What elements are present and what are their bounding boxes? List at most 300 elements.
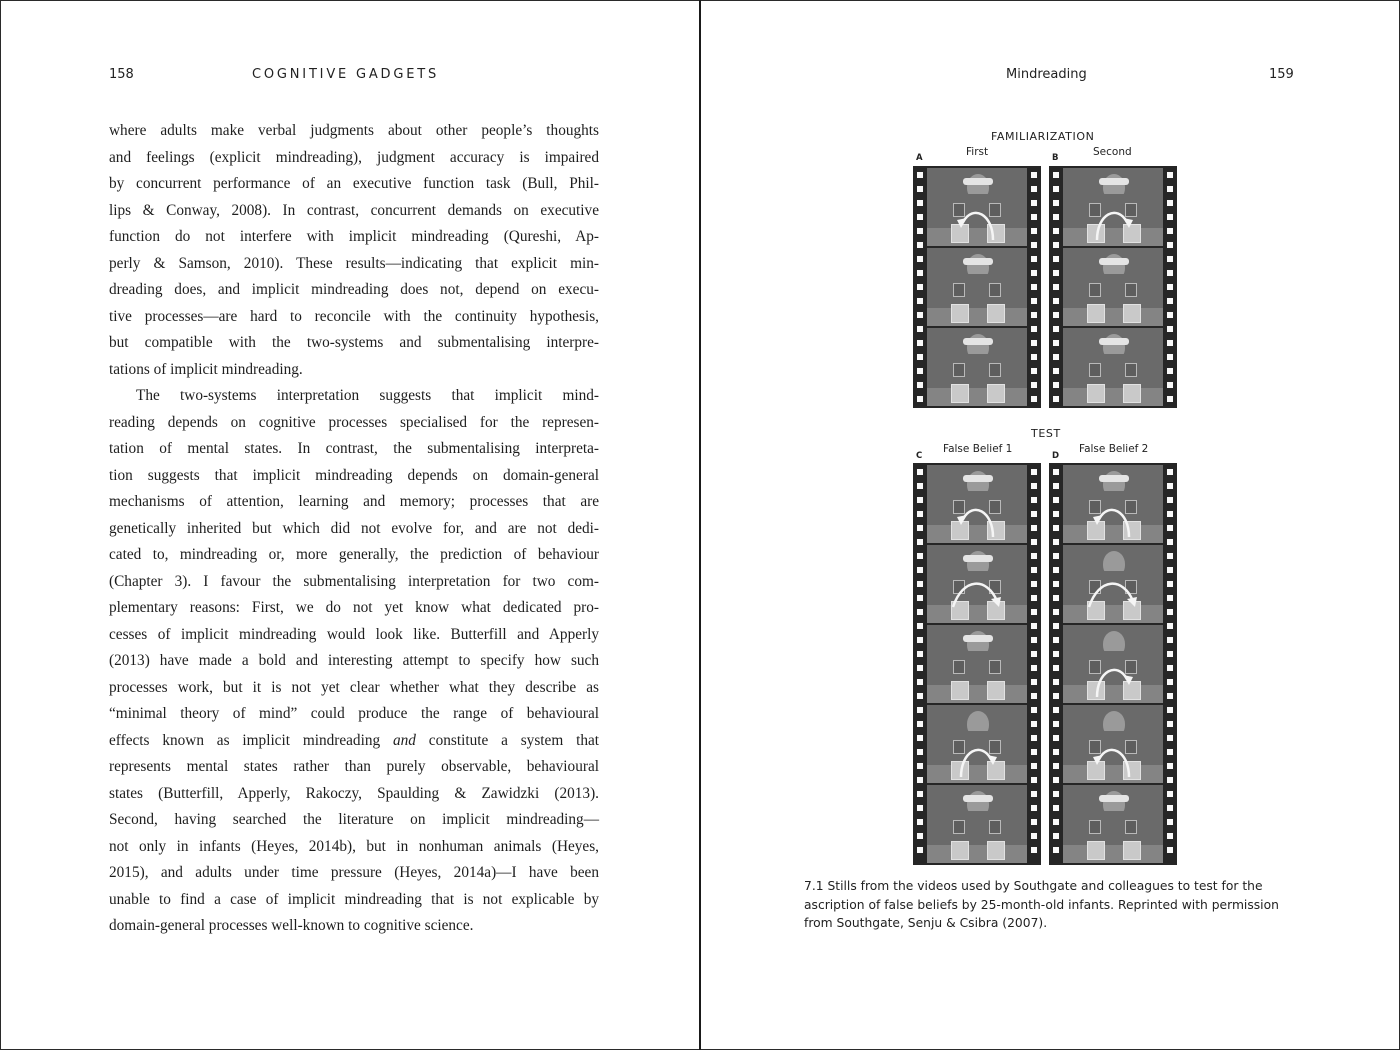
window-door <box>1125 283 1137 297</box>
sprocket-hole <box>917 735 923 741</box>
window-door <box>989 820 1001 834</box>
sprocket-hole <box>1031 469 1037 475</box>
sprocket-hole <box>1053 214 1059 220</box>
sprocket-hole <box>1167 581 1173 587</box>
visor <box>1099 475 1129 482</box>
text-line: tion suggests that implicit mindreading depends on domain-general <box>109 466 599 484</box>
sprocket-hole <box>1167 368 1173 374</box>
sprocket-hole <box>1053 340 1059 346</box>
sprocket-hole <box>1053 242 1059 248</box>
frame-wall <box>927 651 1027 685</box>
sprocket-hole <box>1053 763 1059 769</box>
sprocket-hole <box>1031 511 1037 517</box>
sprocket-hole <box>1053 693 1059 699</box>
sprocket-hole <box>1167 312 1173 318</box>
sprocket-hole <box>1053 847 1059 853</box>
sprocket-hole <box>1031 567 1037 573</box>
film-frame <box>1063 354 1163 406</box>
window-door <box>989 660 1001 674</box>
sprocket-hole <box>917 340 923 346</box>
text-line: (Chapter 3). I favour the submentalising interpretation for two com- <box>109 572 599 590</box>
film-frame <box>1063 811 1163 863</box>
text-line: tive processes—are hard to reconcile with the continuity hypothesis, <box>109 307 599 325</box>
sprocket-hole <box>917 721 923 727</box>
sprocket-hole <box>1167 595 1173 601</box>
sprocket-hole <box>1053 228 1059 234</box>
sprocket-hole <box>1031 483 1037 489</box>
visor <box>963 338 993 345</box>
frame-wall <box>927 354 1027 388</box>
sprocket-hole <box>1053 581 1059 587</box>
text-line: domain-general processes well-known to cognitive science. <box>109 917 474 934</box>
film-frame <box>927 651 1027 703</box>
sprocket-hole <box>917 214 923 220</box>
sprocket-hole <box>1031 382 1037 388</box>
sprocket-hole <box>917 228 923 234</box>
box <box>951 304 969 323</box>
sprocket-hole <box>1167 228 1173 234</box>
sprocket-hole <box>1167 833 1173 839</box>
test-heading: TEST <box>1031 427 1061 440</box>
emphasis-text: and <box>392 731 416 749</box>
sprocket-hole <box>1053 595 1059 601</box>
text-segment: constitute a system that <box>415 731 600 749</box>
text-line: cesses of implicit mindreading would look like. Butterfill and Apperly <box>109 625 599 643</box>
sprocket-hole <box>917 483 923 489</box>
text-line: but compatible with the two-systems and submentalising interpre- <box>109 334 599 351</box>
sprocket-hole <box>1167 819 1173 825</box>
caption-line: from Southgate, Senju & Csibra (2007). <box>804 916 1048 930</box>
sprocket-hole <box>1053 805 1059 811</box>
text-line: perly & Samson, 2010). These results—indicating that explicit min- <box>109 254 599 272</box>
motion-arrow-icon <box>1063 731 1163 783</box>
sprocket-hole <box>1167 469 1173 475</box>
panel-label-false-belief-1: False Belief 1 <box>943 443 1013 455</box>
sprocket-hole <box>1053 326 1059 332</box>
sprocket-hole <box>1167 721 1173 727</box>
window-door <box>953 363 965 377</box>
sprocket-hole <box>1167 567 1173 573</box>
sprocket-hole <box>917 581 923 587</box>
box <box>951 384 969 403</box>
frame-wall <box>927 274 1027 308</box>
sprocket-hole <box>917 693 923 699</box>
sprocket-hole <box>1167 326 1173 332</box>
text-line: reading depends on cognitive processes specialised for the represen- <box>109 413 599 431</box>
sprocket-hole <box>1167 186 1173 192</box>
sprocket-hole <box>917 637 923 643</box>
sprocket-hole <box>1167 791 1173 797</box>
sprocket-hole <box>1167 214 1173 220</box>
frame-table <box>1063 845 1163 863</box>
film-strip-b <box>1049 166 1177 408</box>
panel-letter-c: C <box>916 451 923 461</box>
sprocket-hole <box>1031 256 1037 262</box>
film-frame <box>927 571 1027 623</box>
sprocket-hole <box>1167 623 1173 629</box>
visor <box>963 795 993 802</box>
sprocket-hole <box>1167 693 1173 699</box>
sprocket-hole <box>917 270 923 276</box>
sprocket-hole <box>1031 172 1037 178</box>
sprocket-hole <box>1031 777 1037 783</box>
film-frame <box>927 194 1027 246</box>
sprocket-hole <box>1031 721 1037 727</box>
sprocket-hole <box>1031 284 1037 290</box>
sprocket-hole <box>1031 679 1037 685</box>
page-number-left: 158 <box>109 67 134 82</box>
running-head-right: Mindreading <box>1006 67 1087 82</box>
sprocket-hole <box>1167 539 1173 545</box>
text-line: 2015), and adults under time pressure (Heyes, 2014a)—I have been <box>109 864 599 881</box>
text-line: and feelings (explicit mindreading), judgment accuracy is impaired <box>109 148 599 166</box>
sprocket-hole <box>1167 172 1173 178</box>
sprocket-hole <box>1167 200 1173 206</box>
sprocket-hole <box>1053 284 1059 290</box>
sprocket-hole <box>1031 298 1037 304</box>
sprocket-hole <box>1053 721 1059 727</box>
sprocket-hole <box>1167 553 1173 559</box>
frame-wall <box>927 811 1027 845</box>
sprocket-hole <box>1053 609 1059 615</box>
sprocket-hole <box>1053 651 1059 657</box>
sprocket-hole <box>1167 665 1173 671</box>
sprocket-hole <box>917 763 923 769</box>
sprocket-hole <box>1031 595 1037 601</box>
sprocket-hole <box>917 805 923 811</box>
film-frame <box>927 274 1027 326</box>
sprocket-hole <box>917 707 923 713</box>
sprocket-hole <box>1167 707 1173 713</box>
visor <box>1099 258 1129 265</box>
sprocket-hole <box>1053 525 1059 531</box>
sprocket-hole <box>1031 623 1037 629</box>
sprocket-hole <box>917 511 923 517</box>
sprocket-hole <box>1031 637 1037 643</box>
box <box>987 384 1005 403</box>
text-line: genetically inherited but which did not evolve for, and are not dedi- <box>109 519 599 537</box>
sprocket-hole <box>1031 791 1037 797</box>
text-line: plementary reasons: First, we do not yet know what dedicated pro- <box>109 599 599 616</box>
caption-line: 7.1 Stills from the videos used by Southgate and colleagues to test for the <box>804 879 1263 893</box>
window-door <box>1125 363 1137 377</box>
film-frame <box>1063 194 1163 246</box>
sprocket-hole <box>1053 172 1059 178</box>
text-line: by concurrent performance of an executive function task (Bull, Phil- <box>109 175 599 192</box>
sprocket-hole <box>1053 679 1059 685</box>
page-number-right: 159 <box>1269 67 1294 82</box>
sprocket-hole <box>1053 298 1059 304</box>
sprocket-hole <box>1053 200 1059 206</box>
sprocket-hole <box>917 539 923 545</box>
sprocket-hole <box>917 819 923 825</box>
sprocket-hole <box>917 749 923 755</box>
sprocket-hole <box>1167 735 1173 741</box>
sprocket-hole <box>917 679 923 685</box>
sprocket-hole <box>1053 735 1059 741</box>
box <box>1087 304 1105 323</box>
visor <box>963 635 993 642</box>
sprocket-hole <box>1167 270 1173 276</box>
sprocket-hole <box>1167 298 1173 304</box>
frame-table <box>1063 388 1163 406</box>
text-line: tation of mental states. In contrast, the submentalising interpreta- <box>109 440 599 457</box>
motion-arrow-icon <box>1063 651 1163 703</box>
sprocket-hole <box>917 553 923 559</box>
sprocket-hole <box>1031 354 1037 360</box>
sprocket-hole <box>1167 497 1173 503</box>
sprocket-hole <box>917 497 923 503</box>
sprocket-hole <box>1031 186 1037 192</box>
window-door <box>989 363 1001 377</box>
sprocket-hole <box>917 368 923 374</box>
box <box>987 681 1005 700</box>
sprocket-hole <box>1031 693 1037 699</box>
text-line: states (Butterfill, Apperly, Rakoczy, Spaulding & Zawidzki (2013). <box>109 784 599 802</box>
film-frame <box>927 491 1027 543</box>
sprocket-hole <box>1167 679 1173 685</box>
sprocket-hole <box>1167 805 1173 811</box>
film-frame <box>927 811 1027 863</box>
sprocket-hole <box>1053 396 1059 402</box>
sprocket-hole <box>1031 665 1037 671</box>
sprocket-hole <box>1031 805 1037 811</box>
sprocket-hole <box>1053 186 1059 192</box>
sprocket-hole <box>1031 228 1037 234</box>
sprocket-hole <box>1167 284 1173 290</box>
motion-arrow-icon <box>927 491 1027 543</box>
sprocket-hole <box>917 242 923 248</box>
text-line <box>109 728 599 755</box>
sprocket-hole <box>917 833 923 839</box>
visor <box>963 258 993 265</box>
box <box>1123 841 1141 860</box>
window-door <box>1089 283 1101 297</box>
sprocket-hole <box>1031 847 1037 853</box>
sprocket-hole <box>1031 609 1037 615</box>
sprocket-hole <box>917 595 923 601</box>
text-line: mechanisms of attention, learning and memory; processes that are <box>109 493 599 510</box>
window-door <box>953 283 965 297</box>
sprocket-hole <box>917 777 923 783</box>
text-line: processes work, but it is not yet clear whether what they describe as <box>109 678 599 696</box>
visor <box>1099 178 1129 185</box>
sprocket-hole <box>1031 763 1037 769</box>
film-strip-d <box>1049 463 1177 865</box>
box <box>1123 384 1141 403</box>
sprocket-hole <box>1031 749 1037 755</box>
running-head-left: COGNITIVE GADGETS <box>252 67 440 82</box>
sprocket-hole <box>917 623 923 629</box>
sprocket-hole <box>1167 651 1173 657</box>
sprocket-hole <box>1031 497 1037 503</box>
sprocket-hole <box>1167 609 1173 615</box>
sprocket-hole <box>917 847 923 853</box>
figure-7-1 <box>905 128 1195 868</box>
motion-arrow-icon <box>927 571 1027 623</box>
box <box>987 841 1005 860</box>
box <box>1087 384 1105 403</box>
text-line: cated to, mindreading or, more generally, the prediction of behaviour <box>109 546 599 563</box>
panel-label-first: First <box>966 146 989 158</box>
frame-table <box>927 308 1027 326</box>
sprocket-hole <box>1031 270 1037 276</box>
sprocket-hole <box>1031 539 1037 545</box>
sprocket-hole <box>1053 567 1059 573</box>
sprocket-hole <box>1031 833 1037 839</box>
sprocket-hole <box>917 326 923 332</box>
frame-wall <box>1063 354 1163 388</box>
sprocket-hole <box>1031 581 1037 587</box>
sprocket-hole <box>917 567 923 573</box>
sprocket-hole <box>1053 312 1059 318</box>
text-line: dreading does, and implicit mindreading does not, depend on execu- <box>109 281 599 298</box>
sprocket-hole <box>917 200 923 206</box>
motion-arrow-icon <box>927 194 1027 246</box>
sprocket-hole <box>917 298 923 304</box>
panel-letter-b: B <box>1052 153 1059 163</box>
text-line: represents mental states rather than purely observable, behavioural <box>109 758 599 775</box>
sprocket-hole <box>1031 368 1037 374</box>
sprocket-hole <box>917 609 923 615</box>
panel-letter-d: D <box>1052 451 1060 461</box>
sprocket-hole <box>1053 749 1059 755</box>
film-frame <box>927 354 1027 406</box>
sprocket-hole <box>1053 368 1059 374</box>
sprocket-hole <box>1167 256 1173 262</box>
text-line: Second, having searched the literature on implicit mindreading— <box>109 811 599 828</box>
frame-table <box>927 685 1027 703</box>
sprocket-hole <box>1031 312 1037 318</box>
sprocket-hole <box>1053 483 1059 489</box>
sprocket-hole <box>1053 553 1059 559</box>
sprocket-hole <box>1167 525 1173 531</box>
text-line: not only in infants (Heyes, 2014b), but in nonhuman animals (Heyes, <box>109 837 599 855</box>
visor <box>963 178 993 185</box>
spine-divider <box>699 0 701 1050</box>
frame-table <box>1063 308 1163 326</box>
sprocket-hole <box>1031 242 1037 248</box>
window-door <box>989 283 1001 297</box>
sprocket-hole <box>917 172 923 178</box>
window-door <box>953 660 965 674</box>
sprocket-hole <box>917 312 923 318</box>
sprocket-hole <box>1031 326 1037 332</box>
sprocket-hole <box>1053 354 1059 360</box>
text-line: unable to find a case of implicit mindreading that is not explicable by <box>109 890 599 908</box>
sprocket-hole <box>1167 396 1173 402</box>
sprocket-hole <box>1167 242 1173 248</box>
text-line: tations of implicit mindreading. <box>109 360 303 378</box>
sprocket-hole <box>1167 483 1173 489</box>
sprocket-hole <box>917 469 923 475</box>
sprocket-hole <box>917 525 923 531</box>
sprocket-hole <box>1053 791 1059 797</box>
film-frame <box>1063 491 1163 543</box>
window-door <box>1125 820 1137 834</box>
sprocket-hole <box>1053 469 1059 475</box>
sprocket-hole <box>1167 847 1173 853</box>
sprocket-hole <box>1053 707 1059 713</box>
sprocket-hole <box>917 396 923 402</box>
panel-label-second: Second <box>1093 146 1132 158</box>
sprocket-hole <box>1167 340 1173 346</box>
visor <box>963 475 993 482</box>
sprocket-hole <box>1031 735 1037 741</box>
sprocket-hole <box>1053 777 1059 783</box>
text-line: where adults make verbal judgments about other people’s thoughts <box>109 122 599 139</box>
frame-wall <box>1063 811 1163 845</box>
visor <box>1099 338 1129 345</box>
box <box>951 681 969 700</box>
sprocket-hole <box>1167 749 1173 755</box>
film-frame <box>1063 571 1163 623</box>
visor <box>1099 795 1129 802</box>
text-segment: effects known as implicit mindreading <box>109 731 393 749</box>
visor <box>963 555 993 562</box>
sprocket-hole <box>1053 833 1059 839</box>
text-line: lips & Conway, 2008). In contrast, concurrent demands on executive <box>109 201 599 219</box>
sprocket-hole <box>1053 637 1059 643</box>
sprocket-hole <box>917 186 923 192</box>
sprocket-hole <box>1053 623 1059 629</box>
window-door <box>1089 363 1101 377</box>
sprocket-hole <box>1031 819 1037 825</box>
frame-table <box>927 388 1027 406</box>
box <box>1123 304 1141 323</box>
sprocket-hole <box>917 354 923 360</box>
text-line: “minimal theory of mind” could produce the range of behavioural <box>109 705 599 722</box>
panel-label-false-belief-2: False Belief 2 <box>1079 443 1149 455</box>
figure-caption <box>804 877 1294 933</box>
sprocket-hole <box>1031 553 1037 559</box>
sprocket-hole <box>917 665 923 671</box>
frame-wall <box>1063 274 1163 308</box>
sprocket-hole <box>1031 340 1037 346</box>
sprocket-hole <box>1053 382 1059 388</box>
film-strip-a <box>913 166 1041 408</box>
sprocket-hole <box>1031 651 1037 657</box>
film-strip-c <box>913 463 1041 865</box>
window-door <box>953 820 965 834</box>
sprocket-hole <box>1053 539 1059 545</box>
box <box>951 841 969 860</box>
sprocket-hole <box>1053 819 1059 825</box>
sprocket-hole <box>917 651 923 657</box>
sprocket-hole <box>917 382 923 388</box>
sprocket-hole <box>1031 396 1037 402</box>
text-line: The two-systems interpretation suggests that implicit mind- <box>136 387 599 404</box>
sprocket-hole <box>1167 637 1173 643</box>
sprocket-hole <box>1167 354 1173 360</box>
sprocket-hole <box>917 256 923 262</box>
sprocket-hole <box>1053 497 1059 503</box>
box <box>1087 841 1105 860</box>
text-line: (2013) have made a bold and interesting attempt to specify how such <box>109 652 599 669</box>
film-frame <box>927 731 1027 783</box>
motion-arrow-icon <box>1063 194 1163 246</box>
sprocket-hole <box>1053 511 1059 517</box>
sprocket-hole <box>1031 707 1037 713</box>
motion-arrow-icon <box>1063 491 1163 543</box>
motion-arrow-icon <box>1063 571 1163 623</box>
panel-letter-a: A <box>916 153 923 163</box>
sprocket-hole <box>1167 382 1173 388</box>
sprocket-hole <box>917 791 923 797</box>
sprocket-hole <box>917 284 923 290</box>
sprocket-hole <box>1167 777 1173 783</box>
sprocket-hole <box>1031 200 1037 206</box>
